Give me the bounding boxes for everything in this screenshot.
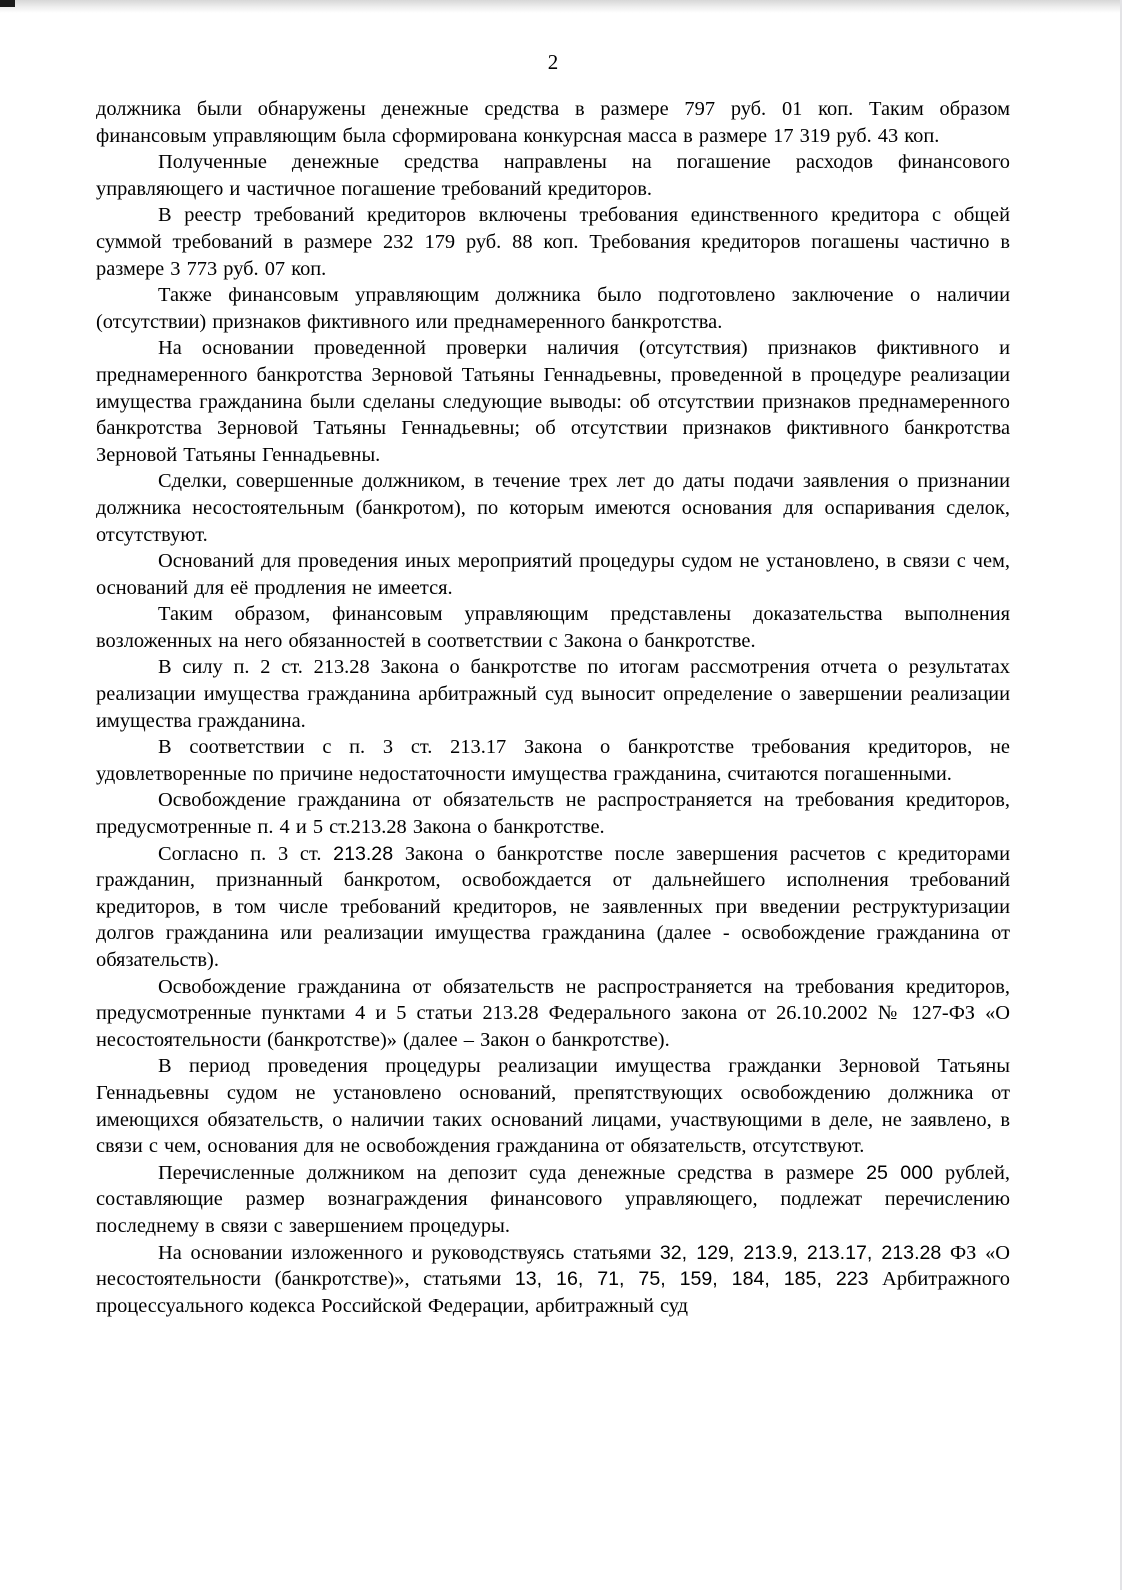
paragraph-text: Оснований для проведения иных мероприятий процедуры судом не установлено, в связи с чем, оснований для её продления не имеется. bbox=[96, 550, 1010, 599]
paragraph bbox=[96, 202, 1010, 282]
paragraph bbox=[96, 654, 1010, 734]
paragraph-text: Перечисленные должником на депозит суда денежные средства в размере bbox=[158, 1161, 867, 1184]
paragraph bbox=[96, 468, 1010, 548]
scan-corner-black-mark bbox=[0, 0, 15, 7]
paragraph-text: Полученные денежные средства направлены на погашение расходов финансового управляющего и частичное погашение требований кредиторов. bbox=[96, 151, 1010, 200]
paragraph bbox=[96, 841, 1010, 974]
paragraph bbox=[96, 282, 1010, 335]
paragraph bbox=[96, 601, 1010, 654]
paragraph-text: На основании проведенной проверки наличия (отсутствия) признаков фиктивного и преднамеренного банкротства Зерновой Татьяны Геннадьевны, проведенной в процедуре реализации имущества гражданина были сделаны следующие выводы: об отсутствии признаков преднамеренного банкротства Зерновой Татьяны Геннадьевны; об отсутствии признаков фиктивного банкротства Зерновой Татьяны Геннадьевны. bbox=[96, 337, 1010, 466]
paragraph bbox=[96, 734, 1010, 787]
paragraph bbox=[96, 548, 1010, 601]
paragraph-text: должника были обнаружены денежные средства в размере 797 руб. 01 коп. Таким образом финансовым управляющим была сформирована конкурсная масса в размере 17 319 руб. 43 коп. bbox=[96, 98, 1010, 147]
paragraph-text: Сделки, совершенные должником, в течение трех лет до даты подачи заявления о признании должника несостоятельным (банкротом), по которым имеются основания для оспаривания сделок, отсутствуют. bbox=[96, 470, 1010, 546]
paragraph-text-alt-font: 213.28 bbox=[333, 842, 394, 865]
paragraph-text: Освобождение гражданина от обязательств не распространяется на требования кредиторов, предусмотренные п. 4 и 5 ст.213.28 Закона о банкротстве. bbox=[96, 789, 1010, 839]
paragraph-text: Арбитражного процессуального кодекса Российской Федерации, арбитражный суд bbox=[96, 1268, 1010, 1317]
paragraph-text: Согласно п. 3 ст. bbox=[158, 842, 334, 865]
paragraph-text: рублей, составляющие размер вознаграждения финансового управляющего, подлежат перечислению последнему в связи с завершением процедуры. bbox=[96, 1161, 1010, 1237]
paragraph-text: Освобождение гражданина от обязательств не распространяется на требования кредиторов, предусмотренные пунктами 4 и 5 статьи 213.28 Федерального закона от 26.10.2002 № 127-ФЗ «О несостоятельности (банкротстве)» (далее – Закон о банкротстве). bbox=[96, 975, 1010, 1051]
paragraph bbox=[96, 96, 1010, 149]
paragraph-text: В период проведения процедуры реализации имущества гражданки Зерновой Татьяны Геннадьевны судом не установлено оснований, препятствующих освобождению должника от имеющихся обязательств, о наличии таких оснований лицами, участвующими в деле, не заявлено, в связи с чем, основания для не освобождения гражданина от обязательств, отсутствуют. bbox=[96, 1055, 1010, 1158]
paragraph bbox=[96, 335, 1010, 468]
paragraph-text: На основании изложенного и руководствуясь статьями bbox=[158, 1241, 660, 1264]
paragraph-text-alt-font: 13, 16, 71, 75, 159, 184, 185, 223 bbox=[514, 1268, 869, 1291]
paragraph bbox=[96, 1053, 1010, 1159]
paragraph-text: В силу п. 2 ст. 213.28 Закона о банкротстве по итогам рассмотрения отчета о результатах реализации имущества гражданина арбитражный суд выносит определение о завершении реализации имущества гражданина. bbox=[96, 656, 1010, 732]
paragraph bbox=[96, 1160, 1010, 1240]
paragraph-text-alt-font: 32, 129, 213.9, 213.17, 213.28 bbox=[659, 1241, 942, 1264]
document-body bbox=[96, 96, 1010, 1319]
paragraph bbox=[96, 149, 1010, 202]
paragraph-text: Закона о банкротстве после завершения расчетов с кредиторами гражданин, признанный банкротом, освобождается от дальнейшего исполнения требований кредиторов, в том числе требований кредиторов, не заявленных при введении реструктуризации долгов гражданина или реализации имущества гражданина (далее - освобождение гражданина от обязательств). bbox=[96, 842, 1010, 971]
paragraph-text-alt-font: 25 000 bbox=[866, 1161, 933, 1184]
paragraph-text: Таким образом, финансовым управляющим представлены доказательства выполнения возложенных на него обязанностей в соответствии с Закона о банкротстве. bbox=[96, 603, 1010, 652]
paragraph-text: ФЗ «О несостоятельности (банкротстве)», статьями bbox=[96, 1241, 1010, 1291]
paragraph bbox=[96, 974, 1010, 1054]
scan-top-shadow-artifact bbox=[0, 0, 1122, 13]
paragraph bbox=[96, 1240, 1010, 1320]
paragraph-text: В соответствии с п. 3 ст. 213.17 Закона о банкротстве требования кредиторов, не удовлетворенные по причине недостаточности имущества гражданина, считаются погашенными. bbox=[96, 736, 1010, 785]
page-number: 2 bbox=[547, 50, 559, 74]
paragraph-text: В реестр требований кредиторов включены требования единственного кредитора с общей суммой требований в размере 232 179 руб. 88 коп. Требования кредиторов погашены частично в размере 3 773 руб. 07 коп. bbox=[96, 204, 1010, 280]
paragraph-text: Также финансовым управляющим должника было подготовлено заключение о наличии (отсутствии) признаков фиктивного или преднамеренного банкротства. bbox=[96, 284, 1010, 333]
paragraph bbox=[96, 787, 1010, 840]
